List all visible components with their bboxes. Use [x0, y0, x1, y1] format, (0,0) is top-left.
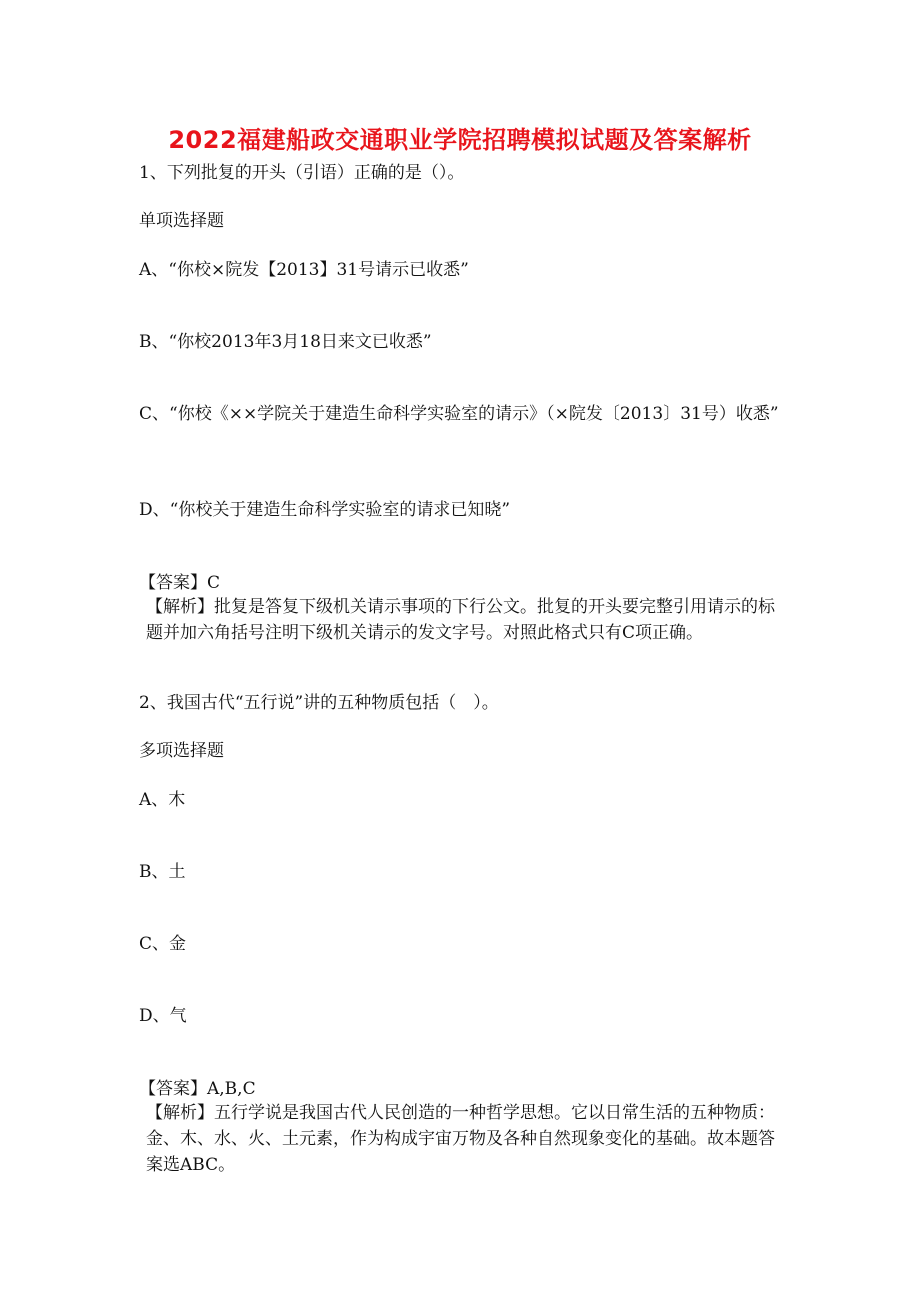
question-2-analysis: 【解析】五行学说是我国古代人民创造的一种哲学思想。它以日常生活的五种物质：金、木、水、火、土元素，作为构成宇宙万物及各种自然现象变化的基础。故本题答案选ABC。 — [146, 1103, 775, 1175]
question-2-stem: 2、我国古代“五行说”讲的五种物质包括（ ）。 — [139, 693, 499, 713]
question-2-option-d: D、气 — [139, 1006, 187, 1026]
question-2-option-a: A、木 — [139, 790, 186, 810]
question-2-type: 多项选择题 — [139, 741, 224, 761]
question-1-analysis: 【解析】批复是答复下级机关请示事项的下行公文。批复的开头要完整引用请示的标题并加六角括号注明下级机关请示的发文字号。对照此格式只有C项正确。 — [146, 597, 775, 643]
question-1-option-d: D、“你校关于建造生命科学实验室的请求已知晓” — [139, 500, 511, 520]
question-1-stem: 1、下列批复的开头（引语）正确的是（）。 — [139, 163, 465, 183]
question-1-type: 单项选择题 — [139, 211, 224, 231]
question-2-option-b: B、土 — [139, 862, 186, 882]
question-1-answer: 【答案】C — [139, 573, 221, 593]
question-2-option-c: C、金 — [139, 934, 187, 954]
question-2-answer: 【答案】A,B,C — [139, 1079, 256, 1099]
question-1-option-c: C、“你校《××学院关于建造生命科学实验室的请示》（×院发〔2013〕31号）收悉” — [139, 404, 779, 424]
question-1-option-b: B、“你校2013年3月18日来文已收悉” — [139, 332, 432, 352]
question-1-option-a: A、“你校×院发【2013】31号请示已收悉” — [139, 260, 469, 280]
page-title: 2022福建船政交通职业学院招聘模拟试题及答案解析 — [168, 126, 752, 154]
